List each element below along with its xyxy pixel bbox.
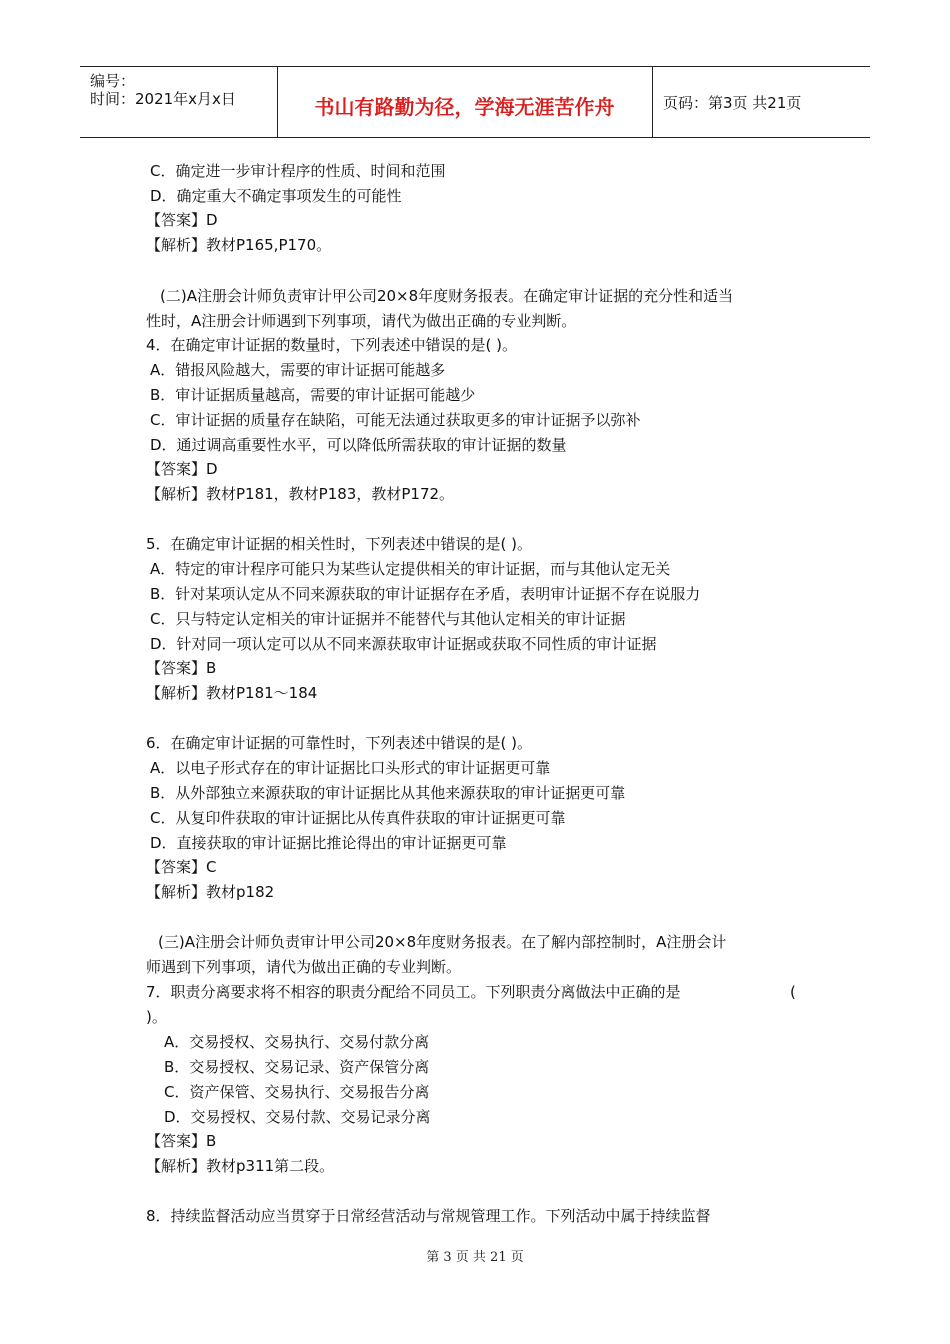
option-b-line: B．从外部独立来源获取的审计证据比从其他来源获取的审计证据更可靠 [150, 784, 626, 802]
explanation-line: 【解析】教材P181，教材P183，教材P172。 [146, 485, 455, 503]
option-c-line: C．资产保管、交易执行、交易报告分离 [164, 1083, 430, 1101]
explanation-line: 【解析】教材p311第二段。 [146, 1157, 335, 1175]
answer-line: 【答案】B [146, 1132, 217, 1150]
question-8: 8．持续监督活动应当贯穿于日常经营活动与常规管理工作。下列活动中属于持续监督 [146, 1207, 711, 1225]
option-c-line: C．审计证据的质量存在缺陷，可能无法通过获取更多的审计证据予以弥补 [150, 411, 641, 429]
answer-line: 【答案】D [146, 460, 218, 478]
question-7-bracket-open: ( [790, 983, 796, 1001]
option-a-line: A．以电子形式存在的审计证据比口头形式的审计证据更可靠 [150, 759, 551, 777]
explanation-line: 【解析】教材p182 [146, 883, 275, 901]
explanation-line: 【解析】教材P181～184 [146, 684, 318, 702]
explanation-line: 【解析】教材P165,P170。 [146, 236, 332, 254]
header-motto: 书山有路勤为径，学海无涯苦作舟 [314, 95, 615, 119]
option-b-line: B．交易授权、交易记录、资产保管分离 [164, 1058, 430, 1076]
option-d-line: D．针对同一项认定可以从不同来源获取审计证据或获取不同性质的审计证据 [150, 635, 657, 653]
document-date: 时间：2021年x月x日 [90, 90, 236, 108]
answer-line: 【答案】C [146, 858, 217, 876]
option-a-line: A．错报风险越大，需要的审计证据可能越多 [150, 361, 446, 379]
question-5: 5．在确定审计证据的相关性时，下列表述中错误的是( )。 [146, 535, 533, 553]
option-b-line: B．针对某项认定从不同来源获取的审计证据存在矛盾，表明审计证据不存在说服力 [150, 585, 701, 603]
question-6: 6．在确定审计证据的可靠性时，下列表述中错误的是( )。 [146, 734, 533, 752]
answer-line: 【答案】D [146, 211, 218, 229]
question-7: 7．职责分离要求将不相容的职责分配给不同员工。下列职责分离做法中正确的是 [146, 983, 681, 1001]
answer-line: 【答案】B [146, 659, 217, 677]
option-c-line: C．从复印件获取的审计证据比从传真件获取的审计证据更可靠 [150, 809, 566, 827]
header-table [80, 66, 870, 138]
option-c-line: C．只与特定认定相关的审计证据并不能替代与其他认定相关的审计证据 [150, 610, 626, 628]
section-intro-line: (三)A注册会计师负责审计甲公司20×8年度财务报表。在了解内部控制时，A注册会计 [158, 933, 727, 951]
header-center-cell [277, 67, 653, 137]
page-indicator: 页码：第3页 共21页 [663, 94, 802, 112]
option-c-line: C．确定进一步审计程序的性质、时间和范围 [150, 162, 446, 180]
option-a-line: A．交易授权、交易执行、交易付款分离 [164, 1033, 430, 1051]
option-d-line: D．确定重大不确定事项发生的可能性 [150, 187, 402, 205]
option-d-line: D．直接获取的审计证据比推论得出的审计证据更可靠 [150, 834, 507, 852]
question-7-bracket-close: )。 [146, 1008, 167, 1026]
question-4: 4．在确定审计证据的数量时，下列表述中错误的是( )。 [146, 336, 518, 354]
option-d-line: D．交易授权、交易付款、交易记录分离 [164, 1108, 431, 1126]
option-b-line: B．审计证据质量越高，需要的审计证据可能越少 [150, 386, 476, 404]
section-intro-line: 师遇到下列事项，请代为做出正确的专业判断。 [146, 958, 462, 976]
document-number-label: 编号： [90, 72, 136, 90]
option-d-line: D．通过调高重要性水平，可以降低所需获取的审计证据的数量 [150, 436, 567, 454]
section-intro-line: 性时，A注册会计师遇到下列事项，请代为做出正确的专业判断。 [146, 312, 577, 330]
section-intro-line: (二)A注册会计师负责审计甲公司20×8年度财务报表。在确定审计证据的充分性和适当 [160, 287, 734, 305]
header-right-cell [653, 67, 870, 137]
option-a-line: A．特定的审计程序可能只为某些认定提供相关的审计证据，而与其他认定无关 [150, 560, 671, 578]
header-left-cell [80, 67, 278, 137]
page-footer: 第 3 页 共 21 页 [426, 1250, 524, 1265]
